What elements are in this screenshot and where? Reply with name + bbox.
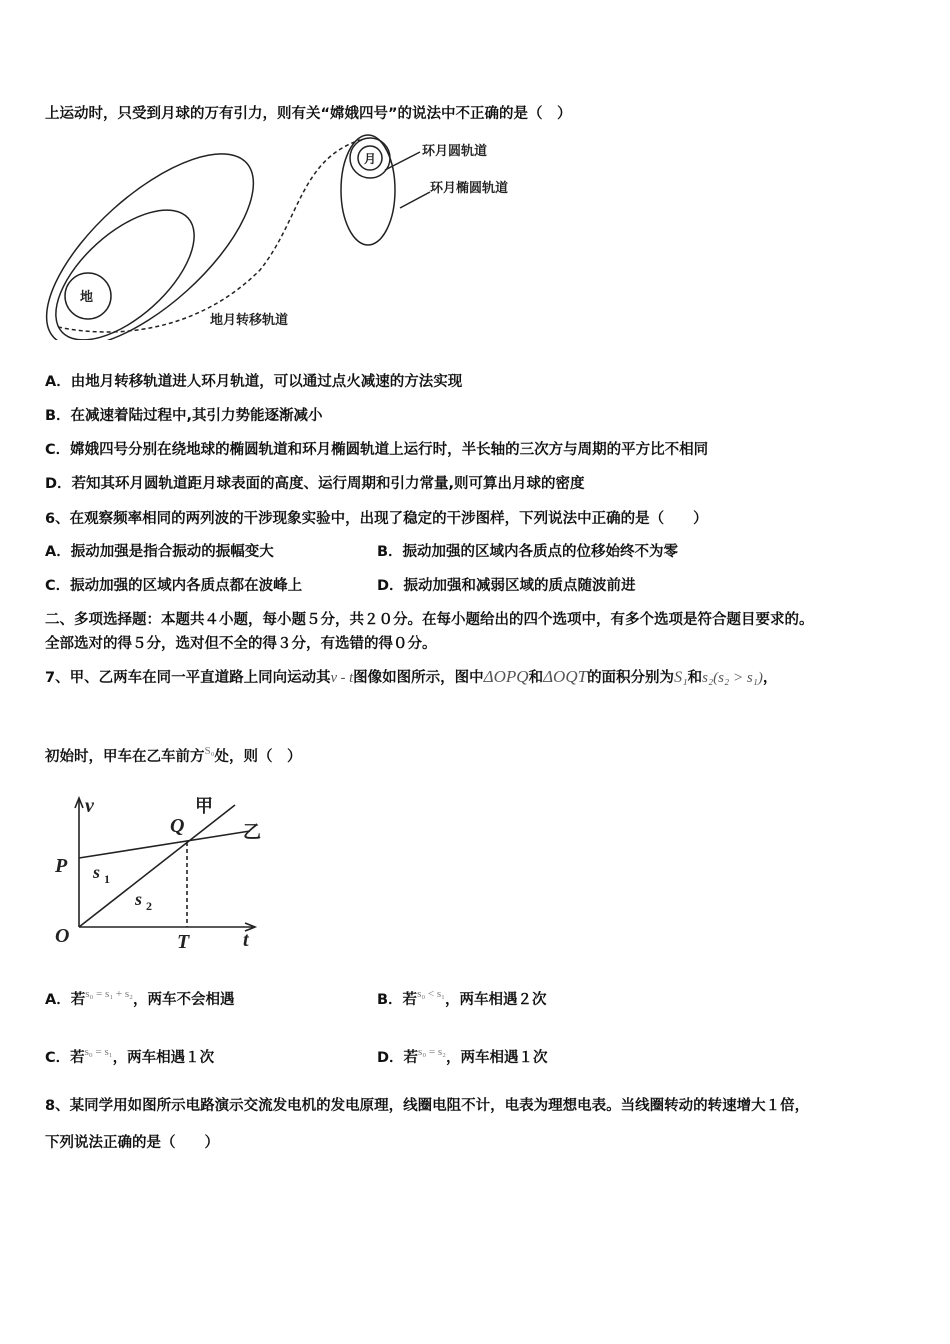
q6-option-b: B．振动加强的区域内各质点的位移始终不为零 <box>377 544 679 560</box>
p-label: P <box>55 855 68 877</box>
q7-stem2 <box>45 745 301 766</box>
q7-text: 处，则（ ） <box>214 749 302 765</box>
q7-option-d: D．若$^{s_0 = s_2}$，两车相遇１次 <box>377 1046 548 1066</box>
q5-option-d: D．若知其环月圆轨道距月球表面的高度、运行周期和引力常量,则可算出月球的密度 <box>45 476 585 492</box>
q7-option-a: A．若$^{s_0 = s_1 + s_2}$，两车不会相遇 <box>45 988 235 1008</box>
s1-sub: 1 <box>104 872 110 886</box>
q6-option-c: C．振动加强的区域内各质点都在波峰上 <box>45 578 303 594</box>
t-axis-label: t <box>243 929 249 951</box>
q5-stem: 上运动时，只受到月球的万有引力，则有关“嫦娥四号”的说法中不正确的是（ ） <box>45 106 572 122</box>
q7-text: 和 <box>528 670 544 686</box>
o-label: O <box>55 925 70 947</box>
q7-text: 和 <box>687 670 703 686</box>
q7-vt: v - t <box>330 670 354 686</box>
q7-text: 初始时，甲车在乙车前方 <box>45 749 205 765</box>
earth-label: 地 <box>80 289 94 304</box>
q6-option-a: A．振动加强是指合振动的振幅变大 <box>45 544 274 560</box>
q7-text: 的面积分别为 <box>587 670 675 686</box>
q5-option-b: B．在减速着陆过程中,其引力势能逐渐减小 <box>45 408 323 424</box>
q7-triangle-oqt: ΔOQT <box>543 667 588 686</box>
elliptical-orbit-label: 环月椭圆轨道 <box>430 180 509 195</box>
q7-text: 7、甲、乙两车在同一平直道路上同向运动其 <box>45 670 331 686</box>
q-label: Q <box>170 815 185 837</box>
section2-line1: 二、多项选择题：本题共４小题，每小题５分，共２０分。在每小题给出的四个选项中，有多个选项是符合题目要求的。 <box>45 612 814 628</box>
q6-stem: 6、在观察频率相同的两列波的干涉现象实验中，出现了稳定的干涉图样，下列说法中正确的是（ ） <box>45 511 708 527</box>
circular-orbit-label: 环月圆轨道 <box>422 143 488 158</box>
q7-stem <box>45 666 777 687</box>
transfer-orbit-label: 地月转移轨道 <box>210 312 289 327</box>
yi-label: 乙 <box>243 822 261 842</box>
q6-option-d: D．振动加强和减弱区域的质点随波前进 <box>377 578 636 594</box>
t-point-label: T <box>177 931 190 953</box>
q5-option-c: C．嫦娥四号分别在绕地球的椭圆轨道和环月椭圆轨道上运行时，半长轴的三次方与周期的平方比不相同 <box>45 442 709 458</box>
q7-triangle-opq: ΔOPQ <box>483 667 529 686</box>
line-jia <box>79 805 235 927</box>
q7-s1: S₁ <box>674 669 688 686</box>
q7-text: 图像如图所示，图中 <box>353 670 484 686</box>
q7-text: ， <box>762 670 778 686</box>
section2-line2: 全部选对的得５分，选对但不全的得３分，有选错的得０分。 <box>45 636 437 652</box>
q7-s2-condition: s₂(s₂ > s₁) <box>702 670 763 686</box>
s2-sub: 2 <box>146 899 152 913</box>
moon-label: 月 <box>364 152 377 166</box>
q5-option-a: A．由地月转移轨道进人环月轨道，可以通过点火减速的方法实现 <box>45 374 463 390</box>
jia-label: 甲 <box>195 796 213 816</box>
line-yi <box>79 831 250 858</box>
v-label: v <box>85 795 94 817</box>
q7-s0: S₀ <box>204 745 215 757</box>
s1-label: s <box>93 862 101 882</box>
q7-option-c: C．若$^{s_0 = s_1}$，两车相遇１次 <box>45 1046 215 1066</box>
vt-graph <box>45 790 285 960</box>
transfer-orbit <box>58 140 360 332</box>
q8-stem-line2: 下列说法正确的是（ ） <box>45 1135 219 1151</box>
orbit-diagram <box>40 130 560 340</box>
s2-label: s <box>135 889 143 909</box>
q8-stem-line1: 8、某同学用如图所示电路演示交流发电机的发电原理，线圈电阻不计，电表为理想电表。当线圈转动的转速增大１倍， <box>45 1098 810 1114</box>
q7-option-b: B．若$^{s_0 < s_1}$，两车相遇２次 <box>377 988 547 1008</box>
